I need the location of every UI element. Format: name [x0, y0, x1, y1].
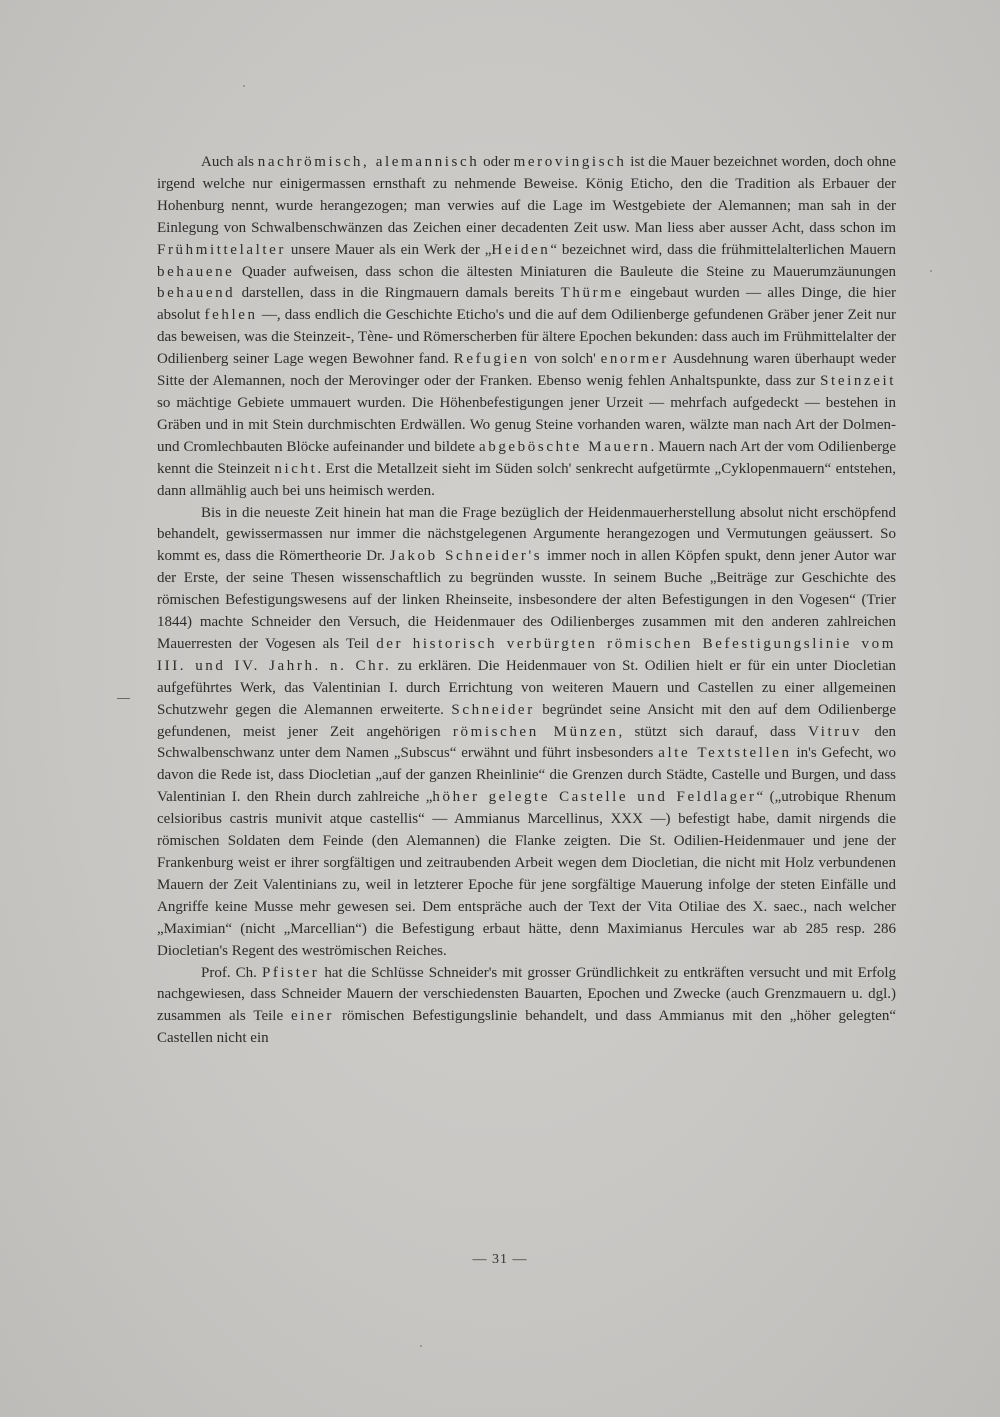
text-run: Auch als: [201, 154, 258, 170]
paragraph-1: [157, 152, 896, 503]
spaced-text-run: römischen Münzen: [452, 723, 619, 740]
text-run: —, dass endlich die Geschichte Eticho's und die auf dem Odilienberge gefundenen Gräber jener Zeit nur das beweisen, was die Steinzeit-, Tène- und Römerscherben für ältere Epochen bekunden: dass auch im Frühmittelalter der Odilienberg seiner Lage wegen Bewohner fand.: [157, 307, 896, 368]
spaced-text-run: Schneider: [451, 701, 535, 718]
paper-speck: [243, 85, 245, 87]
paragraph-2: [157, 503, 896, 963]
spaced-text-run: Steinzeit: [820, 373, 896, 390]
text-run: hat die Schlüsse Schneider's mit grosser Gründlichkeit zu entkräften versucht und mit Erfolg nachgewiesen, dass Schneider Mauern der verschiedensten Bauarten, Epochen und Zwecke (auch Grenzmauern u. dgl.) zusammen als Teile: [157, 964, 897, 1025]
spaced-text-run: alte Textstellen: [658, 745, 792, 762]
text-run: den Schwalbenschwanz unter dem Namen „Subscus“ erwähnt und führt insbesonders: [157, 723, 896, 762]
text-run: römischen Befestigungslinie behandelt, und dass Ammianus mit den „höher gelegten“ Castellen nicht ein: [157, 1008, 896, 1047]
text-run: Ausdehnung waren überhaupt weder Sitte der Alemannen, noch der Merovinger oder der Franken. Ebenso wenig fehlen Anhaltspunkte, dass zur: [157, 351, 896, 390]
spaced-text-run: einer: [291, 1008, 335, 1025]
spaced-text-run: abgeböschte Mauern: [478, 438, 651, 455]
text-run: . Mauern nach Art der vom Odilienberge kennt die Steinzeit: [157, 438, 896, 477]
text-run: , stützt sich darauf, dass: [618, 723, 809, 740]
text-run: “ („utrobique Rhenum celsioribus castris munivit atque castellis“ — Ammianus Marcellinus, XXX —) befestigt habe, damit nirgends die römischen Soldaten dem Feinde (den Alemannen) die Flanke zeigten. Die St. Odilien-Heidenmauer und jene der Frankenburg weist er ihrer sorgfältigen und zeitraubenden Arbeit wegen dem Diocletian, die nicht mit Holz verbundenen Mauern der Zeit Valentinians zu, weil in letzterer Epoche für jene sorgfältige Mauerung infolge der steten Einfälle und Angriffe keine Musse mehr gewesen sei. Dem entspräche auch der Text der Vita Otiliae des X. saec., nach welcher „Maximian“ (nicht „Marcellian“) die Befestigung erbaut hätte, denn Maximianus Hercules war ab 285 resp. 286 Diocletian's Regent des weströmischen Reiches.: [157, 789, 896, 959]
text-run: . Erst die Metallzeit sieht im Süden solch' senkrecht aufgetürmte „Cyklopenmauern“ entstehen, dann allmählig auch bei uns heimisch werden.: [157, 460, 896, 499]
spaced-text-run: behauene: [157, 263, 235, 280]
page-number: — 31 —: [472, 1252, 528, 1267]
spaced-text-run: fehlen: [204, 307, 258, 324]
text-run: immer noch in allen Köpfen spukt, denn jener Autor war der Erste, der seine Thesen wissenschaftlich zu begründen wusste. In seinem Buche „Beiträge zur Geschichte des römischen Befestigungswesens auf der linken Rheinseite, insbesondere der alten Befestigungen in den Vogesen“ (Trier 1844) machte Schneider den Versuch, die Heidenmauer des Odilienberges zusammen mit den anderen zahlreichen Mauerresten der Vogesen als Teil: [157, 548, 896, 652]
text-run: so mächtige Gebiete ummauert wurden. Die Höhenbefestigungen jener Urzeit — mehrfach aufgedeckt — bestehen in Gräben und in mit Stein durchmischten Erdwällen. Wo genug Steine vorhanden waren, wälzte man nach Art der Dolmen- und Cromlechbauten Blöcke aufeinander und bildete: [157, 394, 896, 455]
spaced-text-run: Vitruv: [808, 723, 863, 740]
spaced-text-run: behauend: [157, 285, 236, 302]
spaced-text-run: merovingisch: [513, 154, 627, 170]
text-run: Bis in die neueste Zeit hinein hat man die Frage bezüglich der Heidenmauerherstellung absolut nicht erschöpfend behandelt, gewissermassen nur immer die nächstgelegenen Argumente herangezogen und Vermutungen geäussert. So kommt es, dass die Römertheorie Dr.: [157, 504, 896, 565]
paper-speck: [420, 1345, 422, 1347]
spaced-text-run: Thürme: [560, 285, 624, 302]
text-run: unsere Mauer als ein Werk der „: [285, 241, 492, 258]
text-run: oder: [479, 154, 514, 170]
spaced-text-run: enormer: [600, 351, 669, 368]
spaced-text-run: Heiden: [491, 241, 551, 258]
spaced-text-run: nicht: [274, 460, 318, 477]
spaced-text-run: nachrömisch, alemannisch: [257, 154, 480, 170]
spaced-text-run: Refugien: [453, 351, 530, 368]
spaced-text-run: Pfister: [261, 964, 320, 981]
text-run: ist die Mauer bezeichnet worden, doch ohne irgend welche nur einigermassen ernsthaft zu nehmende Beweise. König Eticho, den die Tradition als Erbauer der Hohenburg nennt, wurde herangezogen; man verwies auf die Lage im Westgebiete der Alemannen; man sah in der Einlegung von Schwalbenschwänzen das Zeichen einer decadenten Zeit usw. Man liess aber ausser Acht, dass schon im: [157, 154, 896, 236]
spaced-text-run: Frühmittelalter: [157, 241, 286, 258]
body-text: [157, 152, 896, 1050]
text-run: “ bezeichnet wird, dass die frühmittelalterlichen Mauern: [550, 241, 896, 258]
margin-mark: [117, 698, 130, 699]
text-run: von solch': [529, 351, 601, 368]
spaced-text-run: Jakob Schneider's: [389, 548, 543, 565]
text-run: darstellen, dass in die Ringmauern damals bereits: [235, 285, 561, 302]
text-run: begründet seine Ansicht mit den auf dem Odilienberge gefundenen, meist jener Zeit angehörigen: [157, 701, 896, 740]
text-run: eingebaut wurden — alles Dinge, die hier absolut: [157, 285, 896, 324]
text-run: zu erklären. Die Heidenmauer von St. Odilien hielt er für ein unter Diocletian aufgeführtes Werk, das Valentinian I. durch Errichtung von weiteren Mauern und Castellen zu einer allgemeinen Schutzwehr gegen die Alemannen erweiterte.: [157, 657, 896, 718]
spaced-text-run: höher gelegte Castelle und Feldlager: [432, 789, 757, 806]
paper-speck: [930, 270, 932, 272]
text-run: in's Gefecht, wo davon die Rede ist, dass Diocletian „auf der ganzen Rheinlinie“ die Grenzen durch Städte, Castelle und Burgen, und dass Valentinian I. den Rhein durch zahlreiche „: [157, 745, 897, 806]
spaced-text-run: der historisch verbürgten römischen Befestigungslinie vom III. und IV. Jahrh. n. Chr.: [157, 635, 896, 674]
text-run: Prof. Ch.: [201, 964, 262, 981]
paragraph-3: [157, 963, 896, 1051]
text-run: Quader aufweisen, dass schon die ältesten Miniaturen die Bauleute die Steine zu Mauerumzäunungen: [234, 263, 896, 280]
